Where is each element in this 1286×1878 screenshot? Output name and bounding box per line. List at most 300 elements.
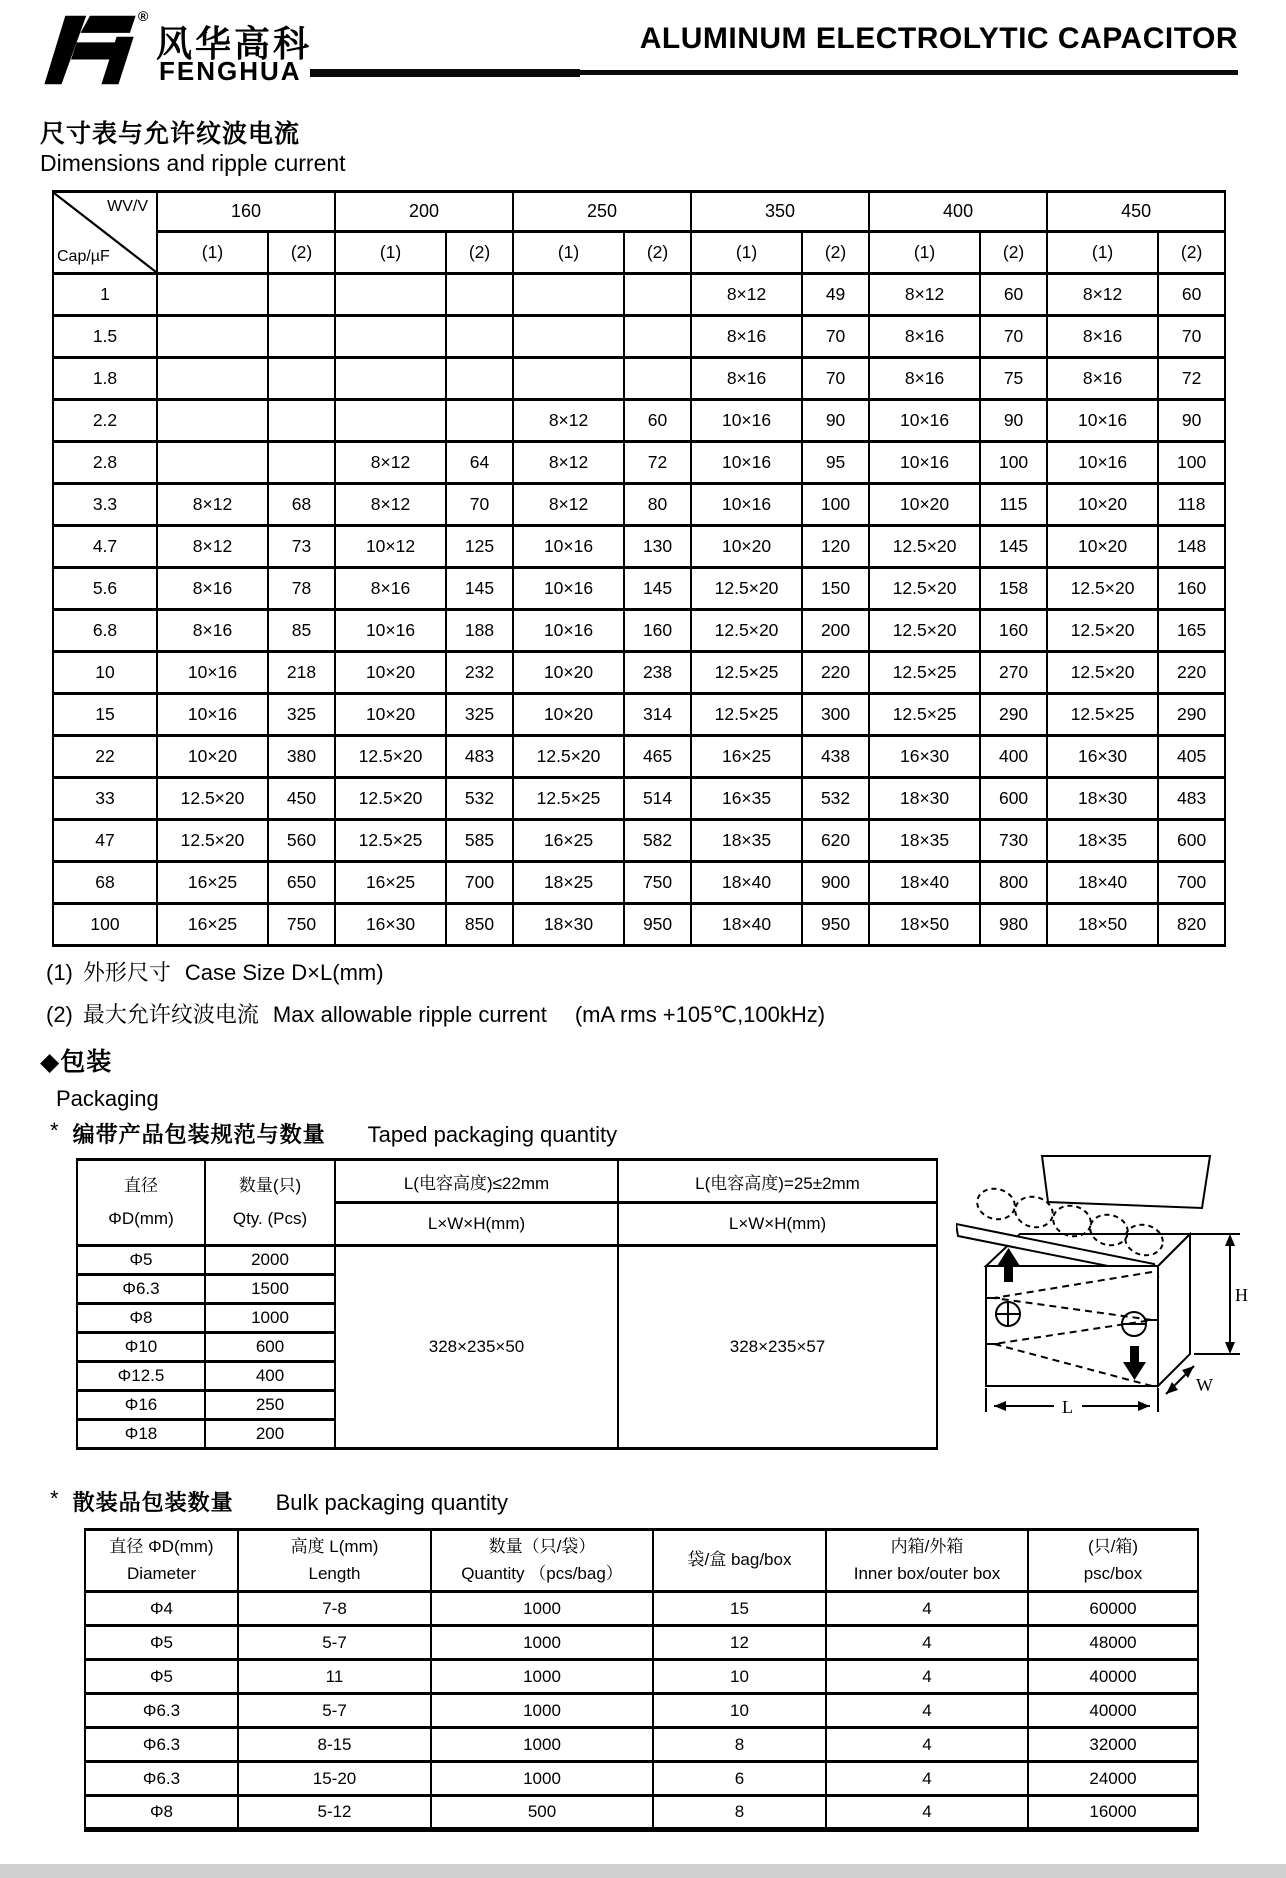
ripple-current-value: 70 bbox=[802, 358, 869, 400]
carton-dimensions-value: 328×235×57 bbox=[618, 1246, 937, 1449]
bulk-header-bottom: Quantity （pcs/bag） bbox=[461, 1563, 623, 1583]
case-size-value: 8×16 bbox=[157, 610, 268, 652]
subheader-row bbox=[53, 232, 1225, 274]
bulk-pcs-per-box-value: 48000 bbox=[1028, 1626, 1198, 1660]
voltage-header: 400 bbox=[869, 192, 1047, 232]
case-size-value: 8×16 bbox=[335, 568, 446, 610]
ripple-current-value bbox=[268, 274, 335, 316]
bulk-pcs-per-box-value: 60000 bbox=[1028, 1592, 1198, 1626]
ripple-current-value: 314 bbox=[624, 694, 691, 736]
case-size-value bbox=[335, 274, 446, 316]
bulk-length-value: 5-7 bbox=[238, 1694, 431, 1728]
bulk-inner-outer-box-value: 4 bbox=[826, 1660, 1028, 1694]
ripple-current-value: 400 bbox=[980, 736, 1047, 778]
ripple-current-value: 483 bbox=[1158, 778, 1225, 820]
h-dimension-label: H bbox=[1235, 1285, 1248, 1305]
ripple-current-value: 188 bbox=[446, 610, 513, 652]
bulk-length-value: 5-7 bbox=[238, 1626, 431, 1660]
bulk-diameter-value: Φ6.3 bbox=[85, 1762, 238, 1796]
case-size-value: 8×16 bbox=[691, 316, 802, 358]
bulk-header-col-5 bbox=[1028, 1530, 1198, 1592]
bulk-bag-per-box-value: 15 bbox=[653, 1592, 826, 1626]
diameter-header-line2: ΦD(mm) bbox=[108, 1208, 174, 1228]
ripple-subheader: (2) bbox=[1158, 232, 1225, 274]
ripple-current-value: 238 bbox=[624, 652, 691, 694]
case-size-value: 12.5×20 bbox=[1047, 652, 1158, 694]
asterisk: * bbox=[50, 1486, 59, 1511]
case-subheader: (1) bbox=[691, 232, 802, 274]
bulk-qty-per-bag-value: 1000 bbox=[431, 1694, 653, 1728]
bulk-qty-per-bag-value: 1000 bbox=[431, 1660, 653, 1694]
case-size-value: 10×16 bbox=[1047, 400, 1158, 442]
taped-table-row bbox=[77, 1246, 937, 1275]
bulk-inner-outer-box-value: 4 bbox=[826, 1728, 1028, 1762]
case-size-value: 12.5×20 bbox=[691, 610, 802, 652]
ripple-current-value: 730 bbox=[980, 820, 1047, 862]
note-number: (1) bbox=[46, 960, 73, 985]
case-size-value bbox=[157, 316, 268, 358]
section-title-english: Dimensions and ripple current bbox=[40, 150, 346, 176]
ripple-current-value bbox=[446, 274, 513, 316]
note-text-cn: 最大允许纹波电流 bbox=[82, 1002, 259, 1027]
dimensions-ripple-table bbox=[52, 190, 1226, 947]
case-size-value: 16×25 bbox=[335, 862, 446, 904]
case-subheader: (1) bbox=[335, 232, 446, 274]
case-size-value: 10×16 bbox=[1047, 442, 1158, 484]
cap-axis-label: Cap/µF bbox=[57, 248, 110, 265]
bulk-label-cn: 散装品包装数量 bbox=[72, 1490, 234, 1515]
ripple-current-value bbox=[268, 400, 335, 442]
ripple-current-value: 100 bbox=[980, 442, 1047, 484]
carton-dimensions-value: 328×235×50 bbox=[335, 1246, 618, 1449]
ripple-current-value bbox=[624, 316, 691, 358]
ripple-current-value: 220 bbox=[802, 652, 869, 694]
ripple-current-value: 49 bbox=[802, 274, 869, 316]
ripple-current-value: 620 bbox=[802, 820, 869, 862]
taped-label-en: Taped packaging quantity bbox=[367, 1122, 618, 1147]
bulk-qty-per-bag-value: 1000 bbox=[431, 1728, 653, 1762]
ripple-current-value: 800 bbox=[980, 862, 1047, 904]
bulk-table-row bbox=[85, 1762, 1198, 1796]
ripple-current-value: 700 bbox=[446, 862, 513, 904]
bulk-inner-outer-box-value: 4 bbox=[826, 1796, 1028, 1830]
brand-name-chinese: 风华高科 bbox=[156, 23, 313, 64]
case-size-value: 8×16 bbox=[691, 358, 802, 400]
case-size-value: 10×16 bbox=[513, 610, 624, 652]
case-size-value: 8×12 bbox=[513, 484, 624, 526]
ripple-current-value: 532 bbox=[802, 778, 869, 820]
bulk-header-top: 数量（只/袋） bbox=[488, 1537, 596, 1557]
case-size-value: 12.5×20 bbox=[335, 778, 446, 820]
bulk-length-value: 8-15 bbox=[238, 1728, 431, 1762]
case-size-value bbox=[157, 400, 268, 442]
case-size-value: 12.5×25 bbox=[869, 694, 980, 736]
taped-qty-value: 200 bbox=[205, 1420, 335, 1449]
ripple-current-value: 90 bbox=[802, 400, 869, 442]
bulk-inner-outer-box-value: 4 bbox=[826, 1626, 1028, 1660]
ripple-current-value: 750 bbox=[268, 904, 335, 946]
packaging-box-diagram bbox=[956, 1146, 1286, 1458]
capacitance-value: 2.2 bbox=[53, 400, 157, 442]
case-size-value: 10×16 bbox=[869, 400, 980, 442]
note-text-cn: 外形尺寸 bbox=[82, 960, 171, 985]
bulk-diameter-value: Φ6.3 bbox=[85, 1728, 238, 1762]
qty-header-line2: Qty. (Pcs) bbox=[232, 1208, 308, 1228]
bulk-header-col-4 bbox=[826, 1530, 1028, 1592]
ripple-current-value: 380 bbox=[268, 736, 335, 778]
ripple-current-value: 68 bbox=[268, 484, 335, 526]
ripple-current-value: 70 bbox=[1158, 316, 1225, 358]
ripple-current-value: 405 bbox=[1158, 736, 1225, 778]
case-size-value: 10×12 bbox=[335, 526, 446, 568]
taped-packaging-table bbox=[76, 1158, 938, 1450]
packaging-heading-cn: 包装 bbox=[60, 1048, 113, 1076]
case-size-value: 10×16 bbox=[335, 610, 446, 652]
note-case-size bbox=[46, 956, 384, 987]
case-size-value: 12.5×20 bbox=[157, 778, 268, 820]
bulk-header-bottom: psc/box bbox=[1083, 1563, 1143, 1583]
ripple-current-value: 60 bbox=[1158, 274, 1225, 316]
bulk-packaging-label bbox=[50, 1486, 508, 1517]
case-size-value: 10×16 bbox=[691, 484, 802, 526]
bulk-length-value: 15-20 bbox=[238, 1762, 431, 1796]
ripple-current-value bbox=[624, 274, 691, 316]
page-bottom-bar bbox=[0, 1864, 1286, 1878]
capacitance-value: 100 bbox=[53, 904, 157, 946]
case-size-value: 8×16 bbox=[869, 316, 980, 358]
bulk-header-col-1 bbox=[238, 1530, 431, 1592]
ripple-current-value: 70 bbox=[980, 316, 1047, 358]
case-size-value bbox=[157, 358, 268, 400]
ripple-current-value: 582 bbox=[624, 820, 691, 862]
case-size-value: 10×16 bbox=[691, 442, 802, 484]
case-size-value: 18×40 bbox=[691, 904, 802, 946]
dim-table-row bbox=[53, 652, 1225, 694]
bulk-diameter-value: Φ5 bbox=[85, 1626, 238, 1660]
bulk-pcs-per-box-value: 40000 bbox=[1028, 1660, 1198, 1694]
case-size-value: 10×16 bbox=[513, 526, 624, 568]
case-size-value: 18×40 bbox=[869, 862, 980, 904]
capacitance-value: 68 bbox=[53, 862, 157, 904]
voltage-header-row bbox=[53, 192, 1225, 232]
bulk-inner-outer-box-value: 4 bbox=[826, 1694, 1028, 1728]
capacitance-value: 47 bbox=[53, 820, 157, 862]
dim-table-row bbox=[53, 442, 1225, 484]
case-size-value: 10×16 bbox=[869, 442, 980, 484]
height-le22-header: L(电容高度)≤22mm bbox=[335, 1160, 618, 1203]
bulk-inner-outer-box-value: 4 bbox=[826, 1592, 1028, 1626]
ripple-current-value: 200 bbox=[802, 610, 869, 652]
case-size-value: 8×16 bbox=[157, 568, 268, 610]
bulk-qty-per-bag-value: 1000 bbox=[431, 1592, 653, 1626]
ripple-current-value: 950 bbox=[624, 904, 691, 946]
case-size-value: 18×30 bbox=[869, 778, 980, 820]
dim-table-row bbox=[53, 274, 1225, 316]
case-size-value: 18×30 bbox=[1047, 778, 1158, 820]
header-rule-thick bbox=[310, 69, 580, 77]
case-size-value: 8×12 bbox=[335, 484, 446, 526]
bulk-table-row bbox=[85, 1592, 1198, 1626]
bulk-table-header-row bbox=[85, 1530, 1198, 1592]
taped-diameter-value: Φ12.5 bbox=[77, 1362, 205, 1391]
taped-diameter-value: Φ8 bbox=[77, 1304, 205, 1333]
case-size-value: 10×20 bbox=[157, 736, 268, 778]
case-size-value: 10×20 bbox=[335, 652, 446, 694]
case-size-value: 8×12 bbox=[869, 274, 980, 316]
bulk-header-top: 高度 L(mm) bbox=[290, 1537, 379, 1557]
bulk-bag-per-box-value: 12 bbox=[653, 1626, 826, 1660]
case-size-value: 8×12 bbox=[513, 442, 624, 484]
diameter-header bbox=[77, 1160, 205, 1246]
ripple-subheader: (2) bbox=[268, 232, 335, 274]
case-subheader: (1) bbox=[869, 232, 980, 274]
capacitance-value: 33 bbox=[53, 778, 157, 820]
case-size-value: 10×16 bbox=[513, 568, 624, 610]
capacitance-value: 15 bbox=[53, 694, 157, 736]
ripple-current-value: 585 bbox=[446, 820, 513, 862]
bulk-diameter-value: Φ8 bbox=[85, 1796, 238, 1830]
page-title: ALUMINUM ELECTROLYTIC CAPACITOR bbox=[639, 22, 1238, 55]
ripple-current-value: 73 bbox=[268, 526, 335, 568]
ripple-current-value: 700 bbox=[1158, 862, 1225, 904]
bulk-qty-per-bag-value: 1000 bbox=[431, 1626, 653, 1660]
dim-table-row bbox=[53, 694, 1225, 736]
case-size-value bbox=[513, 274, 624, 316]
case-size-value: 12.5×20 bbox=[513, 736, 624, 778]
ripple-current-value: 160 bbox=[1158, 568, 1225, 610]
case-size-value: 8×12 bbox=[1047, 274, 1158, 316]
case-size-value: 16×30 bbox=[869, 736, 980, 778]
ripple-current-value: 145 bbox=[446, 568, 513, 610]
case-size-value: 18×50 bbox=[869, 904, 980, 946]
ripple-current-value: 118 bbox=[1158, 484, 1225, 526]
bulk-table-row bbox=[85, 1694, 1198, 1728]
case-size-value: 12.5×20 bbox=[1047, 610, 1158, 652]
ripple-current-value: 145 bbox=[980, 526, 1047, 568]
section-title-chinese: 尺寸表与允许纹波电流 bbox=[40, 120, 301, 148]
ripple-current-value: 64 bbox=[446, 442, 513, 484]
ripple-current-value: 70 bbox=[802, 316, 869, 358]
ripple-current-value: 600 bbox=[1158, 820, 1225, 862]
dim-table-row bbox=[53, 778, 1225, 820]
case-size-value bbox=[513, 316, 624, 358]
capacitance-value: 1.5 bbox=[53, 316, 157, 358]
ripple-current-value: 650 bbox=[268, 862, 335, 904]
ripple-current-value: 218 bbox=[268, 652, 335, 694]
capacitance-value: 3.3 bbox=[53, 484, 157, 526]
diameter-header-line1: 直径 bbox=[124, 1176, 158, 1196]
case-size-value bbox=[513, 358, 624, 400]
bulk-pcs-per-box-value: 16000 bbox=[1028, 1796, 1198, 1830]
ripple-current-value: 160 bbox=[624, 610, 691, 652]
case-size-value: 18×30 bbox=[513, 904, 624, 946]
ripple-current-value: 438 bbox=[802, 736, 869, 778]
dim-table-row bbox=[53, 820, 1225, 862]
bulk-header-col-3 bbox=[653, 1530, 826, 1592]
ripple-current-value: 75 bbox=[980, 358, 1047, 400]
ripple-current-value: 980 bbox=[980, 904, 1047, 946]
taped-qty-value: 600 bbox=[205, 1333, 335, 1362]
capacitance-value: 2.8 bbox=[53, 442, 157, 484]
dim-table-row bbox=[53, 904, 1225, 946]
case-subheader: (1) bbox=[157, 232, 268, 274]
box-lid bbox=[1042, 1156, 1210, 1208]
case-size-value: 12.5×20 bbox=[691, 568, 802, 610]
case-size-value: 12.5×25 bbox=[691, 652, 802, 694]
ripple-current-value: 95 bbox=[802, 442, 869, 484]
bulk-label-en: Bulk packaging quantity bbox=[275, 1490, 508, 1515]
ripple-subheader: (2) bbox=[446, 232, 513, 274]
bulk-inner-outer-box-value: 4 bbox=[826, 1762, 1028, 1796]
case-size-value: 8×12 bbox=[335, 442, 446, 484]
case-size-value: 16×25 bbox=[691, 736, 802, 778]
ripple-current-value: 145 bbox=[624, 568, 691, 610]
bulk-bag-per-box-value: 8 bbox=[653, 1796, 826, 1830]
ripple-current-value: 158 bbox=[980, 568, 1047, 610]
case-size-value bbox=[157, 442, 268, 484]
case-size-value: 16×35 bbox=[691, 778, 802, 820]
ripple-current-value: 300 bbox=[802, 694, 869, 736]
ripple-current-value bbox=[268, 358, 335, 400]
taped-table-body bbox=[77, 1246, 937, 1449]
dim-table-row bbox=[53, 862, 1225, 904]
case-size-value: 18×35 bbox=[1047, 820, 1158, 862]
bulk-header-col-2 bbox=[431, 1530, 653, 1592]
dim-table-row bbox=[53, 736, 1225, 778]
capacitance-value: 10 bbox=[53, 652, 157, 694]
capacitance-value: 1.8 bbox=[53, 358, 157, 400]
case-size-value: 18×25 bbox=[513, 862, 624, 904]
ripple-current-value: 750 bbox=[624, 862, 691, 904]
ripple-current-value: 900 bbox=[802, 862, 869, 904]
bulk-header-top: 内箱/外箱 bbox=[890, 1537, 964, 1557]
case-size-value: 10×16 bbox=[691, 400, 802, 442]
dim-table-row bbox=[53, 400, 1225, 442]
ripple-current-value: 150 bbox=[802, 568, 869, 610]
bulk-pcs-per-box-value: 32000 bbox=[1028, 1728, 1198, 1762]
case-size-value: 12.5×25 bbox=[335, 820, 446, 862]
bulk-packaging-table bbox=[84, 1528, 1199, 1832]
case-size-value: 12.5×20 bbox=[157, 820, 268, 862]
taped-diameter-value: Φ18 bbox=[77, 1420, 205, 1449]
ripple-current-value: 60 bbox=[624, 400, 691, 442]
bulk-header-top: 直径 ΦD(mm) bbox=[109, 1537, 214, 1557]
taped-diameter-value: Φ5 bbox=[77, 1246, 205, 1275]
fenghua-logo bbox=[40, 12, 140, 88]
case-size-value: 18×40 bbox=[1047, 862, 1158, 904]
case-size-value: 18×35 bbox=[869, 820, 980, 862]
ripple-current-value: 70 bbox=[446, 484, 513, 526]
case-size-value: 8×12 bbox=[157, 484, 268, 526]
case-size-value: 10×16 bbox=[157, 652, 268, 694]
l-dimension-label: L bbox=[1062, 1397, 1073, 1417]
ripple-current-value: 115 bbox=[980, 484, 1047, 526]
lwh-header: L×W×H(mm) bbox=[618, 1203, 937, 1246]
w-dimension-label: W bbox=[1196, 1375, 1213, 1395]
ripple-current-value: 80 bbox=[624, 484, 691, 526]
ripple-current-value: 85 bbox=[268, 610, 335, 652]
note-condition: (mA rms +105℃,100kHz) bbox=[574, 1002, 826, 1027]
taped-diameter-value: Φ6.3 bbox=[77, 1275, 205, 1304]
taped-qty-value: 400 bbox=[205, 1362, 335, 1391]
case-size-value: 12.5×25 bbox=[691, 694, 802, 736]
case-size-value: 8×16 bbox=[869, 358, 980, 400]
ripple-current-value: 100 bbox=[802, 484, 869, 526]
note-number: (2) bbox=[46, 1002, 73, 1027]
case-size-value: 8×16 bbox=[1047, 358, 1158, 400]
bulk-header-bottom: Length bbox=[308, 1563, 361, 1583]
ripple-current-value bbox=[268, 316, 335, 358]
dim-table-row bbox=[53, 610, 1225, 652]
taped-diameter-value: Φ16 bbox=[77, 1391, 205, 1420]
ripple-current-value: 950 bbox=[802, 904, 869, 946]
case-size-value: 10×20 bbox=[1047, 484, 1158, 526]
dimensions-table-body bbox=[53, 274, 1225, 946]
voltage-header: 160 bbox=[157, 192, 335, 232]
ripple-current-value: 120 bbox=[802, 526, 869, 568]
bulk-diameter-value: Φ5 bbox=[85, 1660, 238, 1694]
ripple-current-value bbox=[624, 358, 691, 400]
bulk-bag-per-box-value: 6 bbox=[653, 1762, 826, 1796]
bulk-header-top: (只/箱) bbox=[1087, 1537, 1139, 1557]
packaging-heading bbox=[40, 1042, 112, 1078]
case-size-value: 16×25 bbox=[513, 820, 624, 862]
case-size-value: 8×12 bbox=[157, 526, 268, 568]
case-size-value bbox=[335, 316, 446, 358]
ripple-subheader: (2) bbox=[624, 232, 691, 274]
bulk-qty-per-bag-value: 500 bbox=[431, 1796, 653, 1830]
ripple-current-value: 850 bbox=[446, 904, 513, 946]
packaging-heading-en: Packaging bbox=[56, 1086, 159, 1111]
ripple-current-value bbox=[446, 400, 513, 442]
ripple-current-value bbox=[268, 442, 335, 484]
ripple-current-value: 72 bbox=[1158, 358, 1225, 400]
bulk-table-body bbox=[85, 1592, 1198, 1830]
bulk-qty-per-bag-value: 1000 bbox=[431, 1762, 653, 1796]
taped-qty-value: 1500 bbox=[205, 1275, 335, 1304]
bulk-diameter-value: Φ6.3 bbox=[85, 1694, 238, 1728]
taped-qty-value: 2000 bbox=[205, 1246, 335, 1275]
ripple-current-value: 100 bbox=[1158, 442, 1225, 484]
bulk-length-value: 7-8 bbox=[238, 1592, 431, 1626]
qty-header-line1: 数量(只) bbox=[238, 1176, 302, 1196]
case-size-value: 12.5×20 bbox=[869, 568, 980, 610]
bulk-header-bottom: Diameter bbox=[127, 1563, 196, 1583]
case-size-value: 10×20 bbox=[513, 694, 624, 736]
asterisk: * bbox=[50, 1118, 59, 1143]
bulk-bag-per-box-value: 10 bbox=[653, 1660, 826, 1694]
bulk-length-value: 11 bbox=[238, 1660, 431, 1694]
taped-packaging-label bbox=[50, 1118, 617, 1149]
ripple-current-value: 450 bbox=[268, 778, 335, 820]
case-size-value: 10×20 bbox=[335, 694, 446, 736]
case-size-value: 12.5×25 bbox=[869, 652, 980, 694]
ripple-current-value: 560 bbox=[268, 820, 335, 862]
voltage-header: 200 bbox=[335, 192, 513, 232]
case-size-value bbox=[335, 400, 446, 442]
bulk-length-value: 5-12 bbox=[238, 1796, 431, 1830]
ripple-subheader: (2) bbox=[802, 232, 869, 274]
note-text-en: Case Size D×L(mm) bbox=[184, 960, 384, 985]
bulk-table-row bbox=[85, 1626, 1198, 1660]
capacitance-value: 6.8 bbox=[53, 610, 157, 652]
voltage-header: 450 bbox=[1047, 192, 1225, 232]
bulk-bag-per-box-value: 8 bbox=[653, 1728, 826, 1762]
wv-axis-label: WV/V bbox=[107, 198, 148, 215]
ripple-current-value bbox=[446, 316, 513, 358]
ripple-current-value: 820 bbox=[1158, 904, 1225, 946]
ripple-current-value: 483 bbox=[446, 736, 513, 778]
